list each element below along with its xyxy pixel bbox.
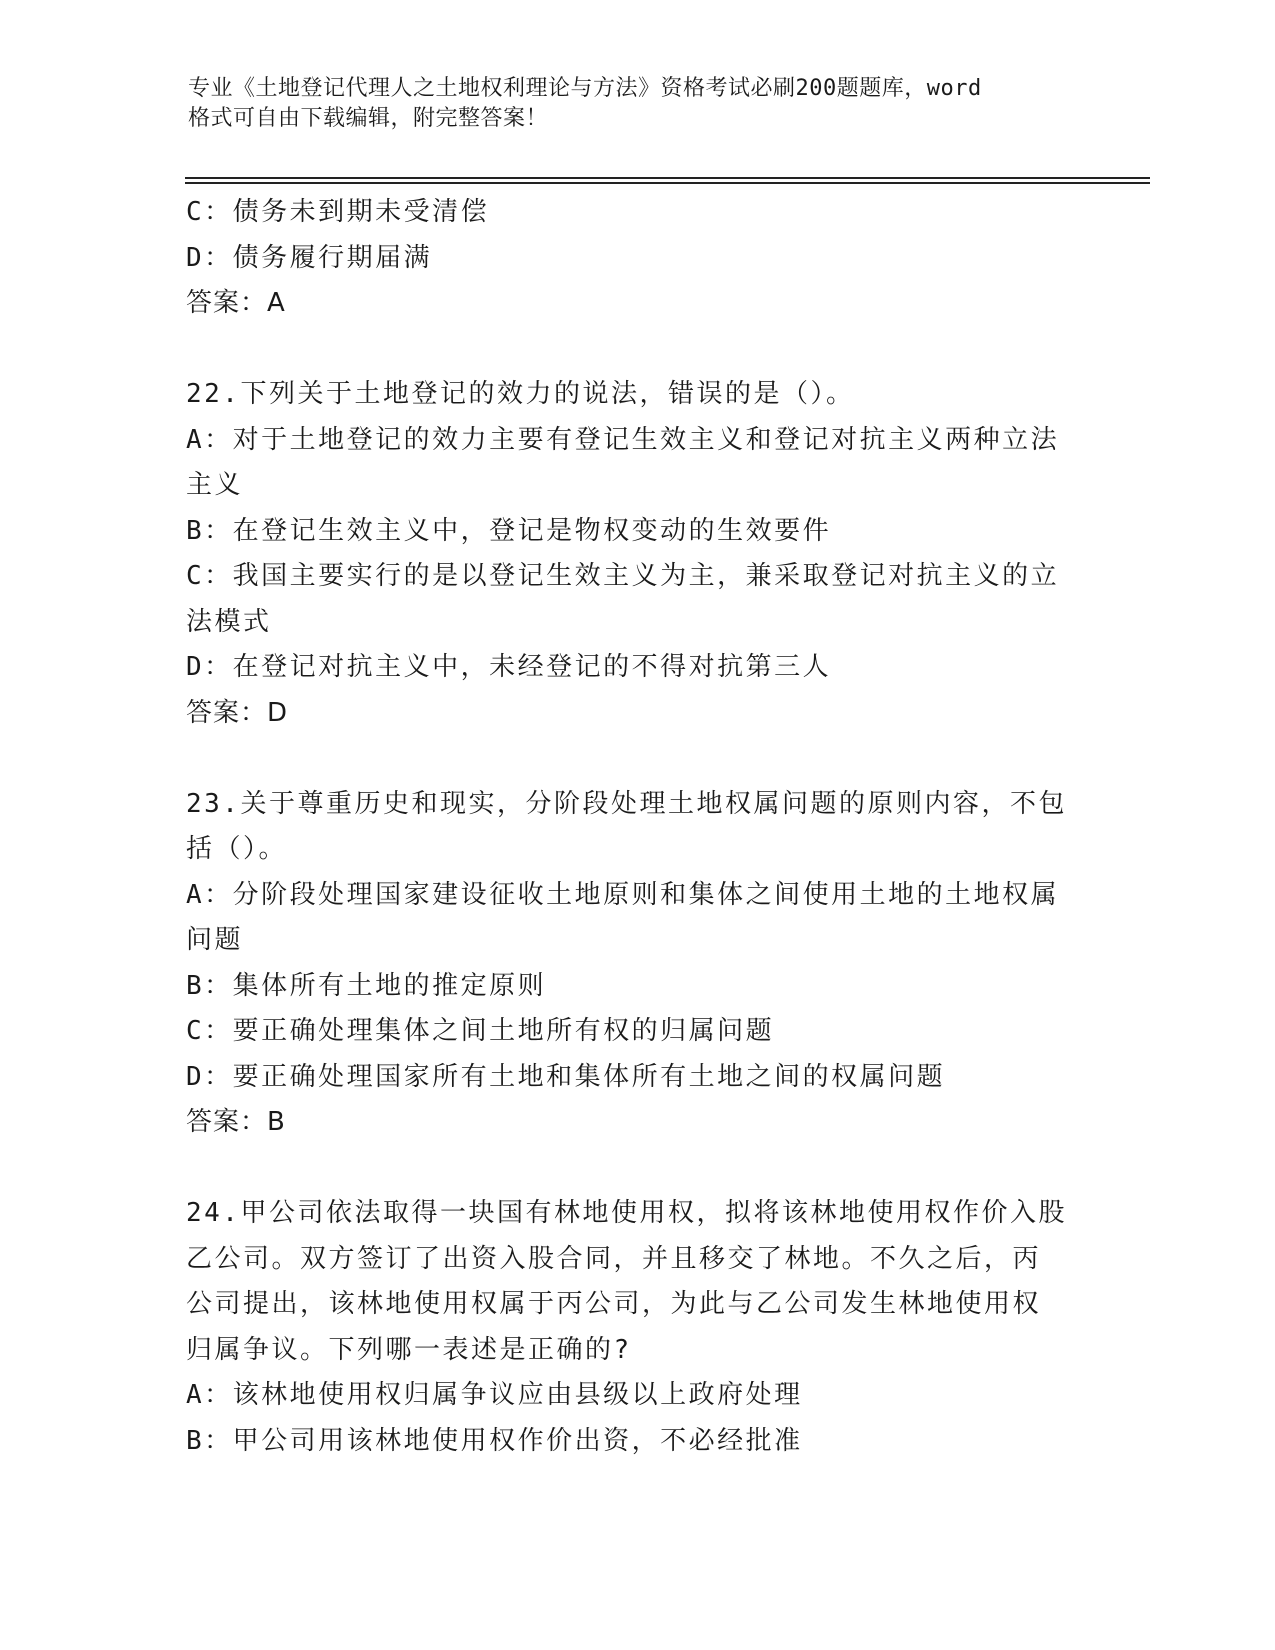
q21-answer: 答案：A bbox=[186, 288, 286, 318]
q21-option-d: D：债务履行期届满 bbox=[186, 242, 433, 273]
q21-option-c: C：债务未到期未受清偿 bbox=[186, 197, 490, 227]
q22-stem: 22.下列关于土地登记的效力的说法，错误的是（）。 bbox=[186, 379, 855, 409]
q24-stem-line-2: 乙公司。双方签订了出资入股合同，并且移交了林地。不久之后，丙 bbox=[186, 1243, 1042, 1274]
q24-stem-line-3: 公司提出，该林地使用权属于丙公司，为此与乙公司发生林地使用权 bbox=[186, 1289, 1042, 1319]
q24-option-b: B：甲公司用该林地使用权作价出资，不必经批准 bbox=[186, 1425, 803, 1456]
spacer bbox=[186, 1146, 1086, 1192]
q24-option-a: A：该林地使用权归属争议应由县级以上政府处理 bbox=[186, 1380, 803, 1410]
q22-option-d: D：在登记对抗主义中，未经登记的不得对抗第三人 bbox=[186, 652, 832, 682]
q22-option-b: B：在登记生效主义中，登记是物权变动的生效要件 bbox=[186, 515, 832, 546]
header-title-line-2: 格式可自由下载编辑，附完整答案！ bbox=[188, 106, 549, 131]
question-list bbox=[186, 190, 1086, 1464]
q23-option-a-line-2: 问题 bbox=[186, 925, 244, 955]
q22-option-a-line-2: 主义 bbox=[186, 470, 244, 500]
q23-answer: 答案：B bbox=[186, 1107, 286, 1137]
header-title-line-1: 专业《土地登记代理人之土地权利理论与方法》资格考试必刷200题题库，word bbox=[188, 76, 982, 101]
spacer bbox=[186, 327, 1086, 373]
header-divider-bottom bbox=[185, 182, 1150, 184]
q23-stem-line-2: 括（）。 bbox=[186, 834, 288, 864]
q23-option-d: D：要正确处理国家所有土地和集体所有土地之间的权属问题 bbox=[186, 1061, 946, 1092]
q24-stem-line-1: 24.甲公司依法取得一块国有林地使用权，拟将该林地使用权作价入股 bbox=[186, 1198, 1067, 1228]
q23-option-c: C：要正确处理集体之间土地所有权的归属问题 bbox=[186, 1016, 775, 1046]
q22-option-c-line-2: 法模式 bbox=[186, 606, 272, 637]
q23-stem-line-1: 23.关于尊重历史和现实，分阶段处理土地权属问题的原则内容，不包 bbox=[186, 788, 1067, 819]
page-header bbox=[188, 74, 1068, 134]
q23-option-a-line-1: A：分阶段处理国家建设征收土地原则和集体之间使用土地的土地权属 bbox=[186, 879, 1060, 910]
q24-stem-line-4: 归属争议。下列哪一表述是正确的? bbox=[186, 1334, 632, 1365]
spacer bbox=[186, 736, 1086, 782]
q22-option-a-line-1: A：对于土地登记的效力主要有登记生效主义和登记对抗主义两种立法 bbox=[186, 424, 1060, 455]
q22-answer: 答案：D bbox=[186, 697, 289, 728]
q23-option-b: B：集体所有土地的推定原则 bbox=[186, 970, 547, 1001]
q22-option-c-line-1: C：我国主要实行的是以登记生效主义为主，兼采取登记对抗主义的立 bbox=[186, 561, 1060, 591]
header-divider-top bbox=[185, 177, 1150, 179]
